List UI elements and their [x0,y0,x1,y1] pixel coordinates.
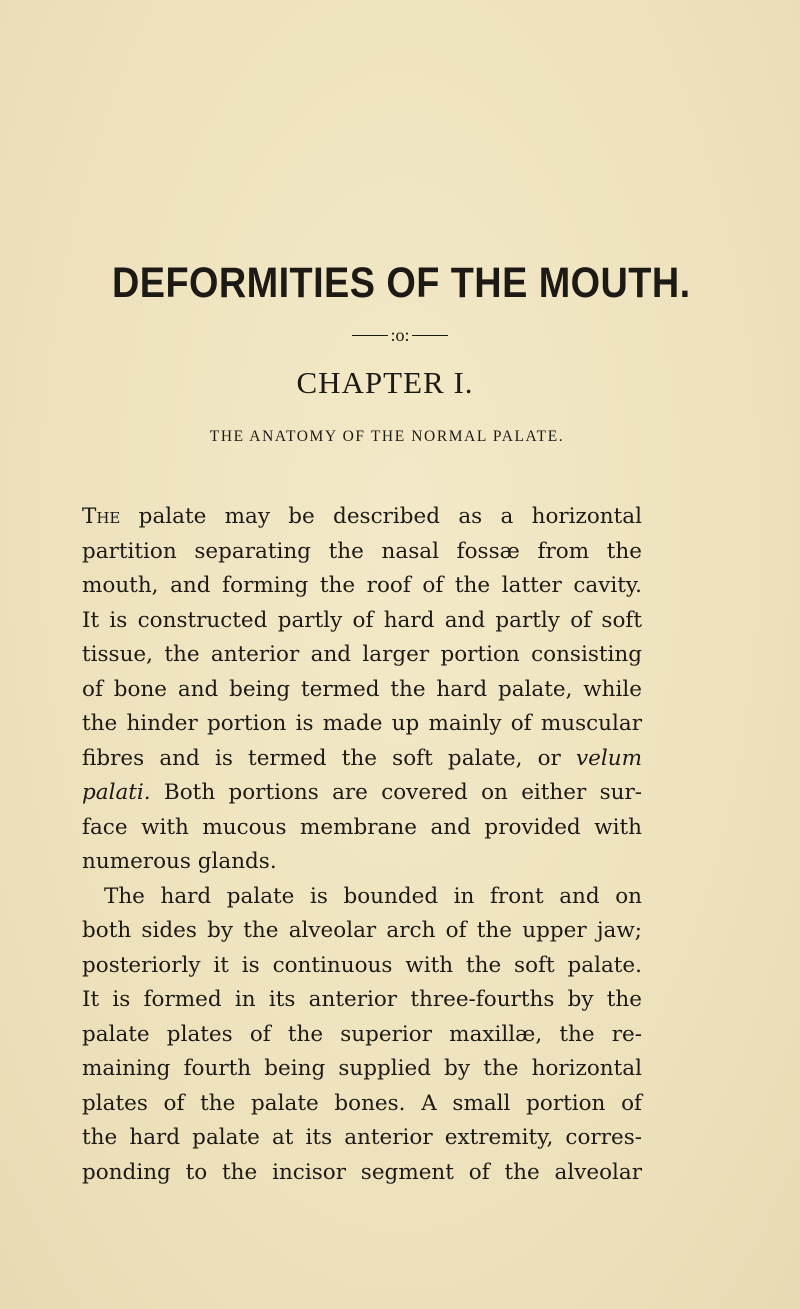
italic-term: palati. [82,780,151,805]
text-line: mouth, and forming the roof of the latter cavity. [82,573,642,598]
text-line: It is constructed partly of hard and partly of soft [82,607,642,633]
text-line: face with mucous membrane and provided with [82,814,642,840]
text-line: partition separating the nasal fossæ from the [82,538,642,564]
lead-word: The [82,504,121,529]
text-line [82,500,642,535]
divider-rule-right [412,335,448,336]
divider-rule-left [352,335,388,336]
text-line: It is formed in its anterior three-fourths by the [82,987,642,1012]
body-text [82,500,642,1190]
chapter-heading: CHAPTER I. [296,365,474,400]
divider-ornament: :o: [390,325,410,345]
text-line: ponding to the incisor segment of the alveolar [82,1159,642,1185]
text-line: both sides by the alveolar arch of the upper jaw; [82,918,642,943]
line-text: fibres and is termed the soft palate, or [82,745,577,771]
text-line: plates of the palate bones. A small portion of [82,1090,642,1116]
text-line: numerous glands. [82,849,277,874]
text-line: of bone and being termed the hard palate, while [82,676,642,702]
text-line: the hard palate at its anterior extremity, corres- [82,1125,642,1150]
line-text: Both portions are covered on either sur- [150,780,642,805]
italic-term: velum [576,745,642,771]
main-title: DEFORMITIES OF THE MOUTH. [112,259,691,307]
section-divider [300,326,500,344]
text-line: The hard palate is bounded in front and on [104,883,642,909]
text-line [82,742,642,777]
line-text: palate may be described as a horizontal [120,504,642,529]
chapter-subtitle: THE ANATOMY OF THE NORMAL PALATE. [209,428,565,445]
text-line: posteriorly it is continuous with the soft palate. [82,952,642,978]
text-line: maining fourth being supplied by the horizontal [82,1056,642,1081]
text-line: palate plates of the superior maxillæ, the re- [82,1021,642,1047]
text-line: tissue, the anterior and larger portion consisting [82,642,642,667]
text-line [82,776,642,811]
text-line: the hinder portion is made up mainly of muscular [82,711,642,736]
